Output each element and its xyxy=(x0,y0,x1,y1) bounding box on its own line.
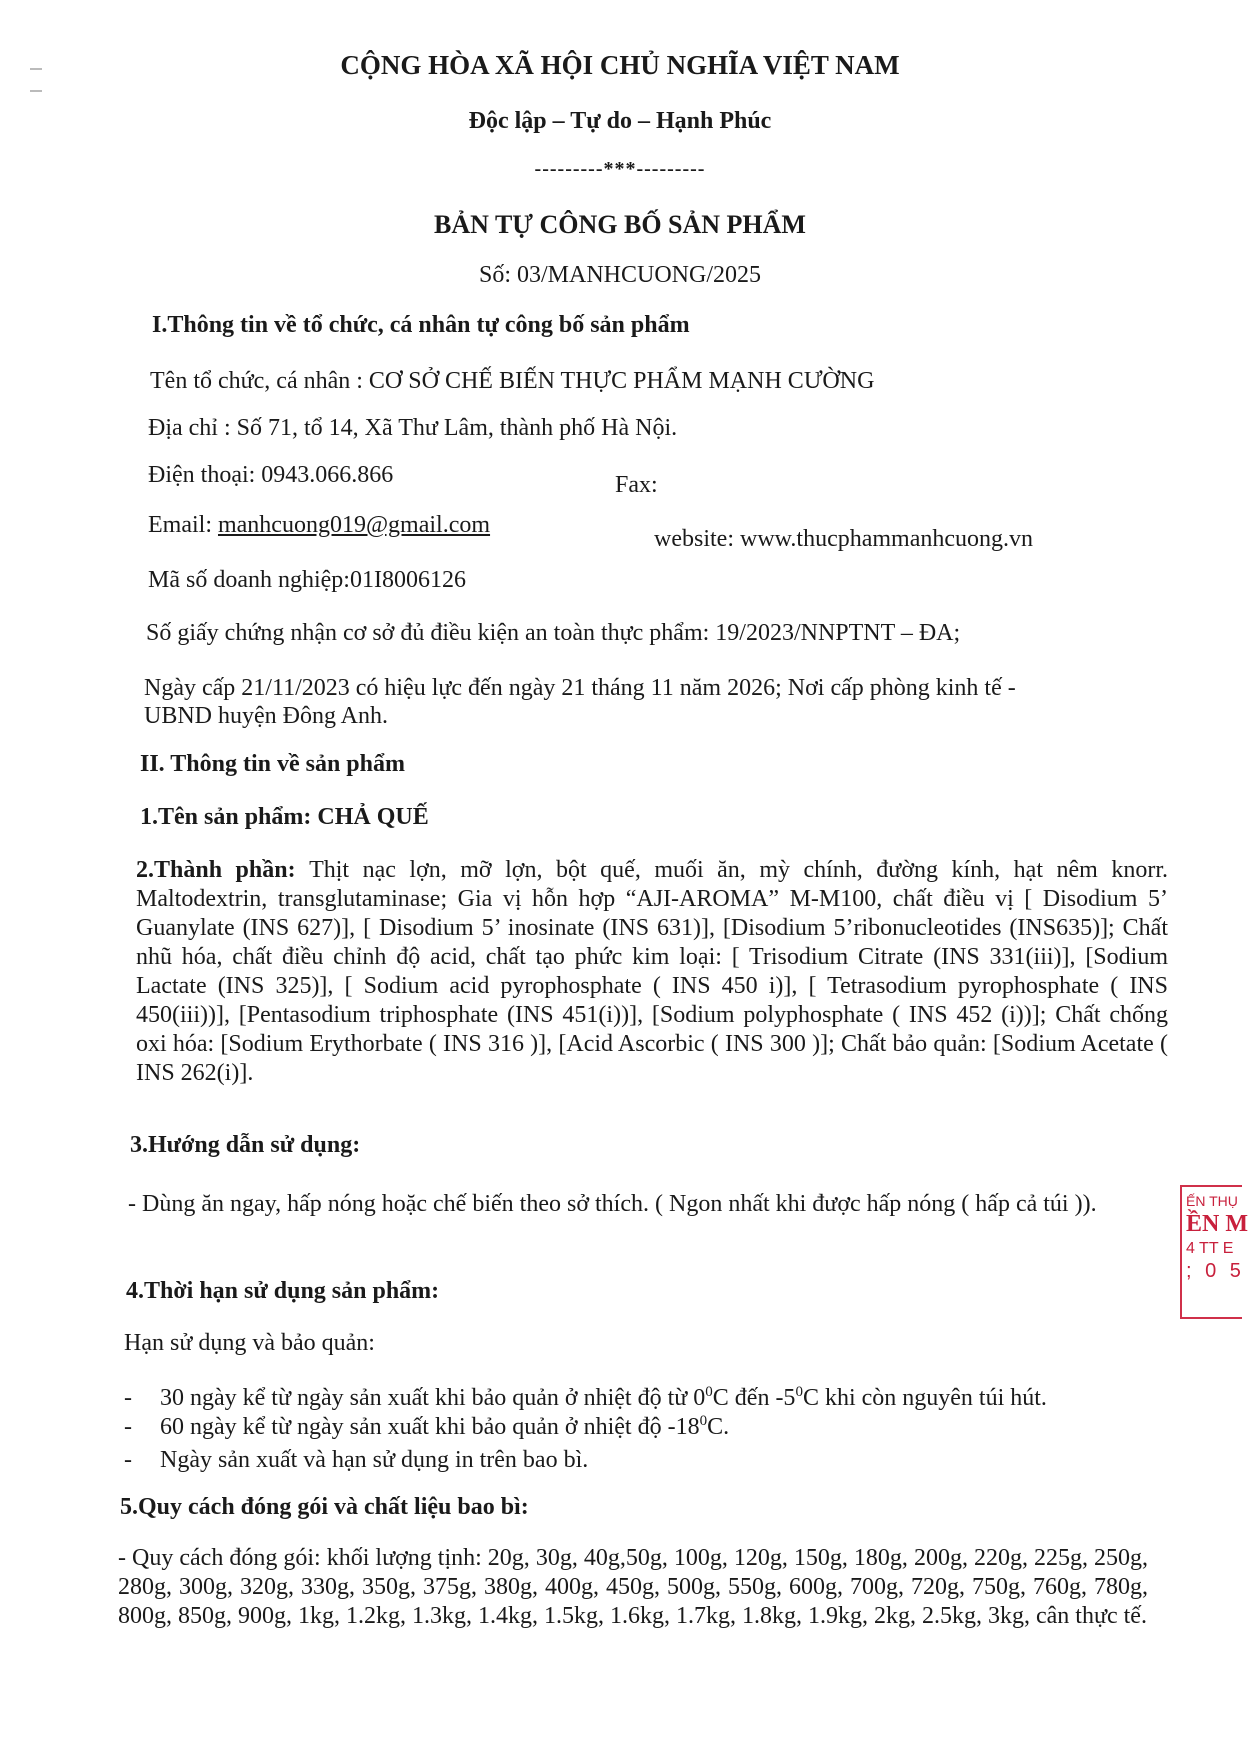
packaging-text: - Quy cách đóng gói: khối lượng tịnh: 20g, 30g, 40g,50g, 100g, 120g, 150g, 180g, 200g, 220g, 225g, 250g, 280g, 300g, 320g, 330g, 350g, 375g, 380g, 400g, 450g, 500g, 550g, 600g, 700g, 720g, 750g, 760g, 780g, 800g, 850g, 900g, 1kg, 1.2kg, 1.3kg, 1.4kg, 1.5kg, 1.6kg, 1.7kg, 1.8kg, 1.9kg, 2kg, 2.5kg, 3kg, cân thực tế. xyxy=(118,1545,1148,1629)
packaging-heading: 5.Quy cách đóng gói và chất liệu bao bì: xyxy=(120,1494,529,1520)
fax-label: Fax: xyxy=(615,472,658,498)
organization-address: Địa chỉ : Số 71, tổ 14, Xã Thư Lâm, thành phố Hà Nội. xyxy=(148,415,678,441)
phone-number: Điện thoại: 0943.066.866 xyxy=(148,462,394,488)
email-row xyxy=(148,512,490,539)
header-separator: ---------***--------- xyxy=(534,158,706,180)
shelf-life-item: - 60 ngày kể từ ngày sản xuất khi bảo quản ở nhiệt độ $-18^0C$. xyxy=(124,1413,730,1440)
ingredients-label: 2.Thành phần: xyxy=(136,857,310,883)
stamp-line: ẾN THỤ xyxy=(1186,1193,1238,1209)
food-safety-certificate: Số giấy chứng nhận cơ sở đủ điều kiện an toàn thực phẩm: 19/2023/NNPTNT – ĐA; xyxy=(146,620,961,646)
product-name xyxy=(140,804,429,831)
organization-name: Tên tổ chức, cá nhân : CƠ SỞ CHẾ BIẾN THỰC PHẨM MẠNH CƯỜNG xyxy=(150,368,875,394)
national-title: CỘNG HÒA XÃ HỘI CHỦ NGHĨA VIỆT NAM xyxy=(340,50,900,80)
red-stamp-fragment xyxy=(1180,1185,1248,1319)
ingredients-text: Thịt nạc lợn, mỡ lợn, bột quế, muối ăn, mỳ chính, đường kính, hạt nêm knorr. Maltodextrin, transglutaminase; Gia vị hỗn hợp “AJI-AROMA” M-M100, chất điều vị [ Disodium 5’ Guanylate (INS 627)], [ Disodium 5’ inosinate (INS 631)], [Disodium 5’ribonucleotides (INS635)]; Chất nhũ hóa, chất điều chỉnh độ acid, chất tạo phức kim loại: [ Trisodium Citrate (INS 331(iii)], [Sodium Lactate (INS 325)], [ Sodium acid pyrophosphate ( INS 450 i)], [ Tetrasodium pyrophosphate ( INS 450(iii))], [Pentasodium triphosphate (INS 451(i))], [Sodium polyphosphate ( INS 452 (i))]; Chất chống oxi hóa: [Sodium Erythorbate ( INS 316 )], [Acid Ascorbic ( INS 300 )]; Chất bảo quản: [Sodium Acetate ( INS 262(i)]. xyxy=(136,857,1168,1086)
shelf-life-intro: Hạn sử dụng và bảo quản: xyxy=(124,1330,375,1356)
section-1-heading: I.Thông tin về tổ chức, cá nhân tự công bố sản phẩm xyxy=(152,312,690,338)
email-label: Email: xyxy=(148,512,218,538)
certificate-issue-date: Ngày cấp 21/11/2023 có hiệu lực đến ngày 21 tháng 11 năm 2026; Nơi cấp phòng kinh tế - xyxy=(144,675,1016,701)
stamp-line: ỀN M xyxy=(1186,1211,1248,1237)
shelf-life-item: - 30 ngày kể từ ngày sản xuất khi bảo quản ở nhiệt độ từ $0^0C$ đến $-5^0C$ khi còn nguyên túi hút. xyxy=(124,1384,1047,1411)
email-link[interactable]: manhcuong019@gmail.com xyxy=(217,512,491,538)
product-name-label: 1.Tên sản phẩm: xyxy=(140,804,318,830)
usage-text: - Dùng ăn ngay, hấp nóng hoặc chế biến theo sở thích. ( Ngon nhất khi được hấp nóng ( hấp cả túi )). xyxy=(128,1191,1097,1217)
certificate-issuer: UBND huyện Đông Anh. xyxy=(144,703,388,729)
scan-mark xyxy=(30,90,42,92)
stamp-line: 4 TT E xyxy=(1186,1240,1234,1257)
shelf-life-item: - Ngày sản xuất và hạn sử dụng in trên bao bì. xyxy=(124,1447,589,1473)
ingredients-paragraph xyxy=(136,856,1168,1088)
national-motto: Độc lập – Tự do – Hạnh Phúc xyxy=(468,108,772,134)
section-2-heading: II. Thông tin về sản phẩm xyxy=(140,751,405,777)
stamp-line: ; 0 5 xyxy=(1186,1260,1245,1282)
document-title: BẢN TỰ CÔNG BỐ SẢN PHẨM xyxy=(434,210,806,239)
shelf-life-heading: 4.Thời hạn sử dụng sản phẩm: xyxy=(126,1278,440,1304)
document-number: Số: 03/MANHCUONG/2025 xyxy=(478,262,762,288)
tax-code: Mã số doanh nghiệp:01I8006126 xyxy=(148,567,466,593)
product-name-value: CHẢ QUẾ xyxy=(317,804,429,830)
website-link[interactable]: website: www.thucphammanhcuong.vn xyxy=(654,526,1034,552)
usage-heading: 3.Hướng dẫn sử dụng: xyxy=(130,1132,361,1158)
